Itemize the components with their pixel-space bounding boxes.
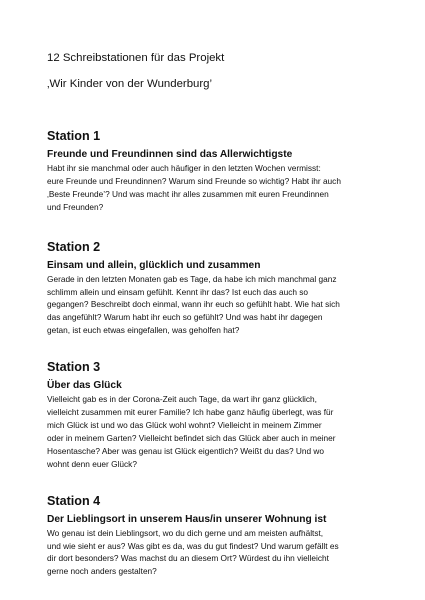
station-3-section bbox=[47, 360, 397, 470]
station-1-heading: Station 1 bbox=[47, 129, 101, 143]
document-title-line-2: ‚Wir Kinder von der Wunderburg’ bbox=[47, 78, 213, 90]
document-page bbox=[47, 51, 397, 578]
station-2-line: getan, ist euch etwas eingefallen, was geholfen hat? bbox=[47, 325, 240, 336]
station-4-line: gerne noch anders gestalten? bbox=[47, 566, 157, 577]
station-2-line: Gerade in den letzten Monaten gab es Tage, da habe ich mich manchmal ganz bbox=[47, 273, 337, 284]
station-3-line: Vielleicht gab es in der Corona-Zeit auch Tage, da wart ihr ganz glücklich, bbox=[47, 394, 317, 405]
station-3-line: Hosentasche? Aber was genau ist Glück eigentlich? Weißt du das? Und wo bbox=[47, 445, 325, 456]
station-1-section bbox=[47, 129, 397, 214]
station-2-section bbox=[47, 240, 397, 338]
station-2-heading: Station 2 bbox=[47, 239, 101, 254]
document-title-line-1: 12 Schreibstationen für das Projekt bbox=[47, 52, 225, 64]
station-3-line: mich Glück ist und wo das Glück wohl wohnt? Vielleicht in meinem Zimmer bbox=[47, 419, 322, 430]
station-2-subtitle: Einsam und allein, glücklich und zusammen bbox=[47, 259, 261, 271]
station-4-body bbox=[47, 527, 397, 579]
station-3-line: oder in meinem Garten? Vielleicht befindet sich das Glück aber auch in meiner bbox=[47, 432, 336, 443]
station-2-line: gegangen? Beschreibt doch einmal, wann ihr euch so gefühlt habt. Wie hat sich bbox=[47, 299, 340, 310]
station-3-line: vielleicht zusammen mit eurer Familie? Ich habe ganz häufig überlegt, was für bbox=[47, 407, 334, 418]
station-4-line: und wie sieht er aus? Was gibt es da, was du gut findest? Und warum gefällt es bbox=[47, 540, 339, 551]
station-1-line: eure Freunde und Freundinnen? Warum sind Freunde so wichtig? Habt ihr auch bbox=[47, 175, 341, 186]
station-1-subtitle: Freunde und Freundinnen sind das Allerwichtigste bbox=[47, 149, 293, 160]
station-4-subtitle: Der Lieblingsort in unserem Haus/in unserer Wohnung ist bbox=[47, 513, 327, 525]
station-1-body bbox=[47, 162, 397, 214]
station-3-body bbox=[47, 393, 397, 470]
station-1-line: ‚Beste Freunde’? Und was macht ihr alles zusammen mit euren Freundinnen bbox=[47, 188, 329, 199]
station-3-subtitle: Über das Glück bbox=[47, 380, 122, 392]
station-2-body bbox=[47, 273, 397, 338]
station-4-heading: Station 4 bbox=[47, 493, 101, 508]
station-2-line: schlimm allein und einsam gefühlt. Kennt ihr das? Ist euch das auch so bbox=[47, 286, 309, 297]
station-4-section bbox=[47, 494, 397, 579]
station-1-line: Habt ihr sie manchmal oder auch häufiger in den letzten Wochen vermisst: bbox=[47, 163, 321, 173]
station-4-line: dir dort besonders? Was machst du an diesem Ort? Würdest du ihn vielleicht bbox=[47, 553, 329, 564]
station-3-heading: Station 3 bbox=[47, 360, 101, 375]
station-2-line: das angefühlt? Warum habt ihr euch so gefühlt? Und was habt ihr dagegen bbox=[47, 312, 323, 323]
station-4-line: Wo genau ist dein Lieblingsort, wo du dich gerne und am meisten aufhältst, bbox=[47, 527, 324, 538]
station-1-line: und Freunden? bbox=[47, 201, 104, 212]
station-3-line: wohnt denn euer Glück? bbox=[47, 458, 137, 469]
